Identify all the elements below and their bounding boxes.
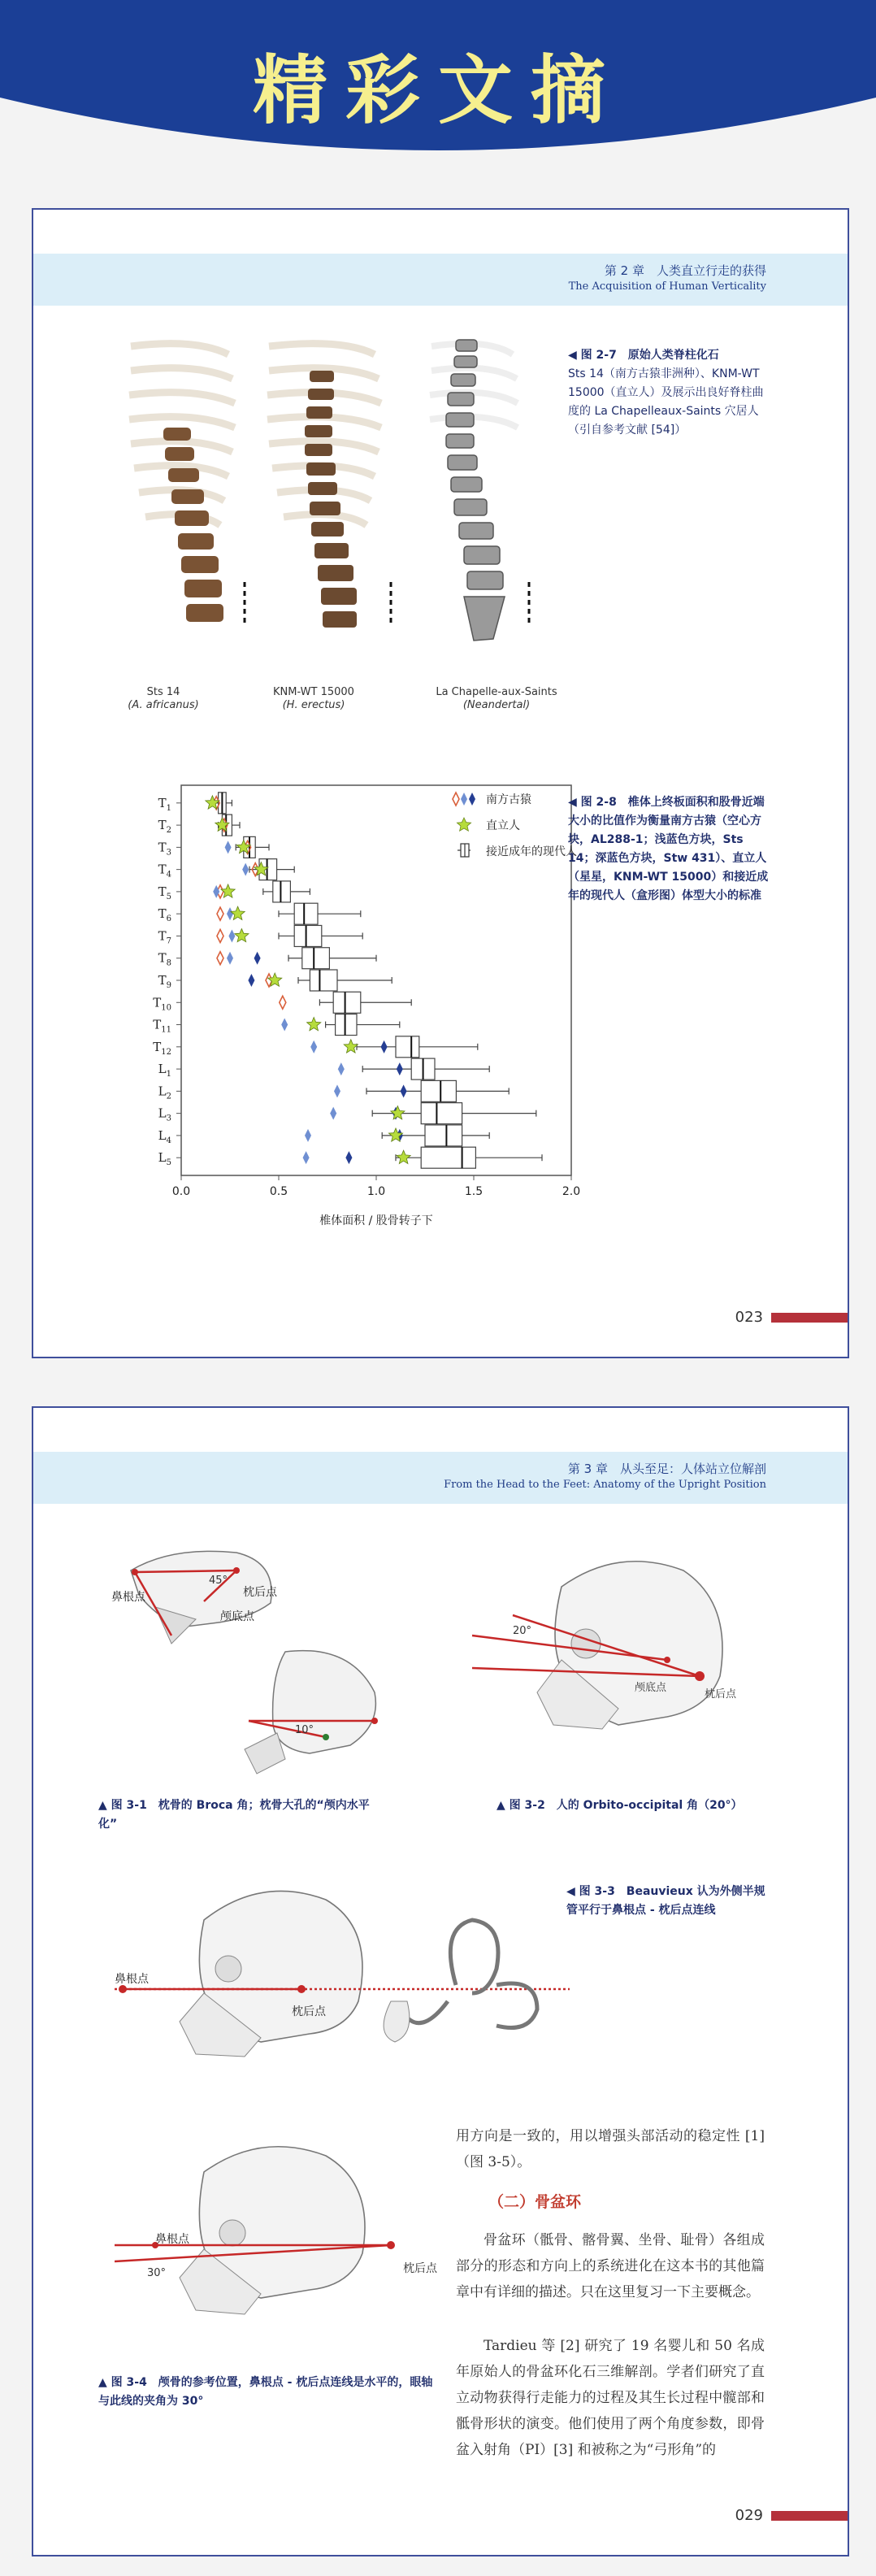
label-nasion: 鼻根点 [115,1973,149,1986]
point-Stw-431-T8 [254,952,261,965]
box-L5 [396,1147,542,1168]
figure-2-7-label: ◀ 图 2-7 原始人类脊柱化石 [568,349,719,362]
box-L1 [362,1058,489,1079]
box-iqr [310,970,337,991]
specimen-species: (Neandertal) [462,699,531,711]
specimen-label-knm [253,686,375,712]
box-iqr [421,1147,475,1168]
page-number-bar [771,1313,848,1323]
y-tick-label-T12: $T_{12}$ [153,1039,171,1057]
figure-2-7-caption [568,346,771,440]
y-tick-label-T4: $T_4$ [158,862,171,880]
y-tick-label-T11: $T_{11}$ [153,1017,171,1035]
point-Sts-14-T4 [242,863,249,876]
specimen-label-sts14 [106,686,220,712]
figure-3-4-caption: ▲ 图 3-4 颅骨的参考位置，鼻根点 - 枕后点连线是水平的，眼轴与此线的夹角为 30° [98,2376,433,2408]
y-tick-label-T10: $T_{10}$ [153,995,171,1013]
point-Sts-14-T6 [227,907,233,920]
box-T10 [319,992,411,1013]
x-tick-label: 1.5 [464,1185,484,1198]
point-Stw-431-T12 [381,1040,388,1053]
point-Sts-14-T8 [227,952,233,965]
box-T12 [357,1036,478,1058]
orbito-angle-20: 20° [513,1625,532,1637]
point-Sts-14-T11 [281,1019,288,1032]
chapter-title-en: The Acquisition of Human Verticality [568,280,766,293]
point-Sts-14-T7 [228,929,235,942]
page-number-bar [771,2511,848,2521]
figure-2-8-text: ◀ 图 2-8 椎体上终板面积和股骨近端大小的比值作为衡量南方古猿（空心方块，AL288-1；浅蓝色方块，Sts 14；深蓝色方块，Stw 431）、直立人（星星，KNM-WT 15000）和接近成年的现代人（盒形图）体型大小的标准 [568,796,769,902]
label-basion: 颅底点 [635,1682,667,1694]
y-tick-label-L5: $L_5$ [158,1150,171,1168]
figure-3-2-caption: ▲ 图 3-2 人的 Orbito-occipital 角（20°） [497,1799,743,1812]
point-KNM-WT-15000-T12 [344,1040,358,1053]
box-iqr [421,1080,456,1101]
point-AL288-1-T6 [217,907,223,920]
point-KNM-WT-15000-T11 [307,1018,321,1031]
box-iqr [294,903,318,924]
box-iqr [294,925,322,946]
legend-homo-erectus: 直立人 [486,819,520,832]
box-iqr [421,1103,462,1124]
label-opisthion: 枕后点 [243,1586,277,1599]
y-tick-label-T2: $T_2$ [158,818,171,836]
box-T6 [279,903,361,924]
box-T4 [249,859,294,880]
point-AL288-1-T10 [280,996,286,1009]
box-T8 [288,948,376,969]
y-tick-label-T1: $T_1$ [158,795,171,813]
label-opisthion: 枕后点 [403,2262,437,2275]
point-KNM-WT-15000-L3 [391,1106,405,1119]
orbito-occipital-figure [464,1538,805,1766]
chapter-title-cn: 第 2 章 人类直立行走的获得 [604,263,766,278]
figure-3-1-caption: ▲ 图 3-1 枕骨的 Broca 角；枕骨大孔的“颅内水平化” [98,1799,370,1831]
figure-2-7-text: Sts 14（南方古猿非洲种）、KNM-WT 15000（直立人）及展示出良好脊柱曲度的 La Chapelleaux-Saints 穴居人（引自参考文献 [54]） [568,367,764,437]
box-iqr [336,1014,357,1036]
point-Sts-14-T3 [225,841,232,854]
y-tick-label-T8: $T_8$ [158,950,171,968]
label-opisthion: 枕后点 [705,1688,737,1701]
box-iqr [396,1036,419,1058]
point-AL288-1-T8 [217,952,223,965]
box-L2 [366,1080,509,1101]
point-Sts-14-L5 [303,1151,310,1164]
point-KNM-WT-15000-L5 [397,1150,410,1163]
box-T9 [298,970,392,991]
y-tick-label-T6: $T_6$ [158,906,171,924]
specimen-name: Sts 14 [146,686,180,698]
spine-la-chapelle [430,340,529,641]
chapter-header [33,254,848,306]
page-023 [32,208,849,1358]
point-Stw-431-L1 [397,1062,403,1075]
chart-legend [453,793,577,858]
point-KNM-WT-15000-T5 [221,884,235,897]
y-tick-label-L4: $L_4$ [158,1127,171,1145]
page-number: 023 [735,1309,763,1326]
x-tick-label: 2.0 [562,1185,581,1198]
specimen-name: La Chapelle-aux-Saints [436,686,557,698]
point-Stw-431-T9 [248,974,254,987]
box-iqr [333,992,361,1013]
point-KNM-WT-15000-T7 [235,929,249,942]
foramen-angle-10: 10° [295,1724,314,1736]
point-Sts-14-L4 [305,1129,311,1142]
vertebra-ratio-chart [82,779,602,1242]
point-Sts-14-T12 [310,1040,317,1053]
x-tick-label: 1.0 [366,1185,386,1198]
broca-angle-45: 45° [209,1575,228,1587]
spine-fossils-figure [106,338,562,680]
semicircular-canal-figure [115,1871,602,2066]
y-tick-label-T9: $T_9$ [158,973,171,990]
specimen-species: (H. erectus) [282,699,345,711]
legend-australopithecus: 南方古猿 [486,793,531,806]
body-paragraph-2: Tardieu 等 [2] 研究了 19 名婴儿和 50 名成年原始人的骨盆环化石三维解剖。学者们研究了直立动物获得行走能力的过程及其生长过程中髋部和骶骨形状的演变。他们使用了两个角度参数，即骨盆入射角（PI）[3] 和被称之为“弓形角”的 [456,2338,765,2458]
spine-sts14 [129,344,245,623]
y-tick-label-L1: $L_1$ [158,1062,171,1079]
banner-title: 精彩文摘 [252,47,623,134]
box-T7 [279,925,362,946]
section-heading-pelvic-ring: （二）骨盆环 [488,2193,582,2211]
label-nasion: 鼻根点 [111,1591,145,1604]
box-iqr [302,948,330,969]
chapter-header [33,1452,848,1504]
point-Sts-14-L2 [334,1084,340,1097]
broca-angle-figure [82,1530,472,1798]
specimen-name: KNM-WT 15000 [273,686,354,698]
point-Sts-14-L3 [330,1107,336,1120]
page-029 [32,1406,849,2556]
y-tick-label-T3: $T_3$ [158,840,171,858]
specimen-label-la-chapelle [423,686,570,712]
point-Sts-14-L1 [338,1062,345,1075]
spine-knm-wt15000 [267,344,391,628]
box-T5 [263,881,310,902]
body-paragraph-1: 骨盆环（骶骨、髂骨翼、坐骨、耻骨）各组成部分的形态和方向上的系统进化在这本书的其他篇章中有详细的描述。只在这里复习一下主要概念。 [456,2232,765,2300]
label-nasion: 鼻根点 [155,2233,189,2246]
legend-modern-human: 接近成年的现代人 [486,845,577,858]
y-tick-label-T5: $T_5$ [158,884,171,901]
figure-3-3-caption: ◀ 图 3-3 Beauvieux 认为外侧半规管平行于鼻根点 - 枕后点连线 [566,1885,765,1917]
figure-2-8-caption [568,793,771,906]
point-KNM-WT-15000-T6 [231,906,245,919]
box-T11 [326,1014,400,1036]
chapter-title-cn: 第 3 章 从头至足：人体站立位解剖 [567,1462,766,1476]
point-Stw-431-L2 [401,1084,407,1097]
specimen-species: (A. africanus) [128,699,199,711]
x-tick-label: 0.0 [171,1185,191,1198]
point-Stw-431-L5 [345,1151,352,1164]
y-tick-label-L2: $L_2$ [158,1084,171,1101]
eye-axis-angle-30: 30° [147,2267,167,2279]
box-iqr [273,881,291,902]
y-tick-label-T7: $T_7$ [158,928,171,946]
point-AL288-1-T7 [217,929,223,942]
body-paragraph-top: 用方向是一致的，用以增强头部活动的稳定性 [1]（图 3-5）。 [456,2128,765,2170]
page-number: 029 [735,2507,763,2524]
label-basion: 颅底点 [220,1610,254,1623]
chapter-title-en: From the Head to the Feet: Anatomy of the Upright Position [444,1479,766,1491]
x-axis-label: 椎体面积 / 股骨转子下 [319,1214,433,1227]
x-tick-label: 0.5 [269,1185,288,1198]
label-opisthion: 枕后点 [292,2005,326,2018]
y-tick-label-L3: $L_3$ [158,1106,171,1123]
box-iqr [425,1125,462,1146]
